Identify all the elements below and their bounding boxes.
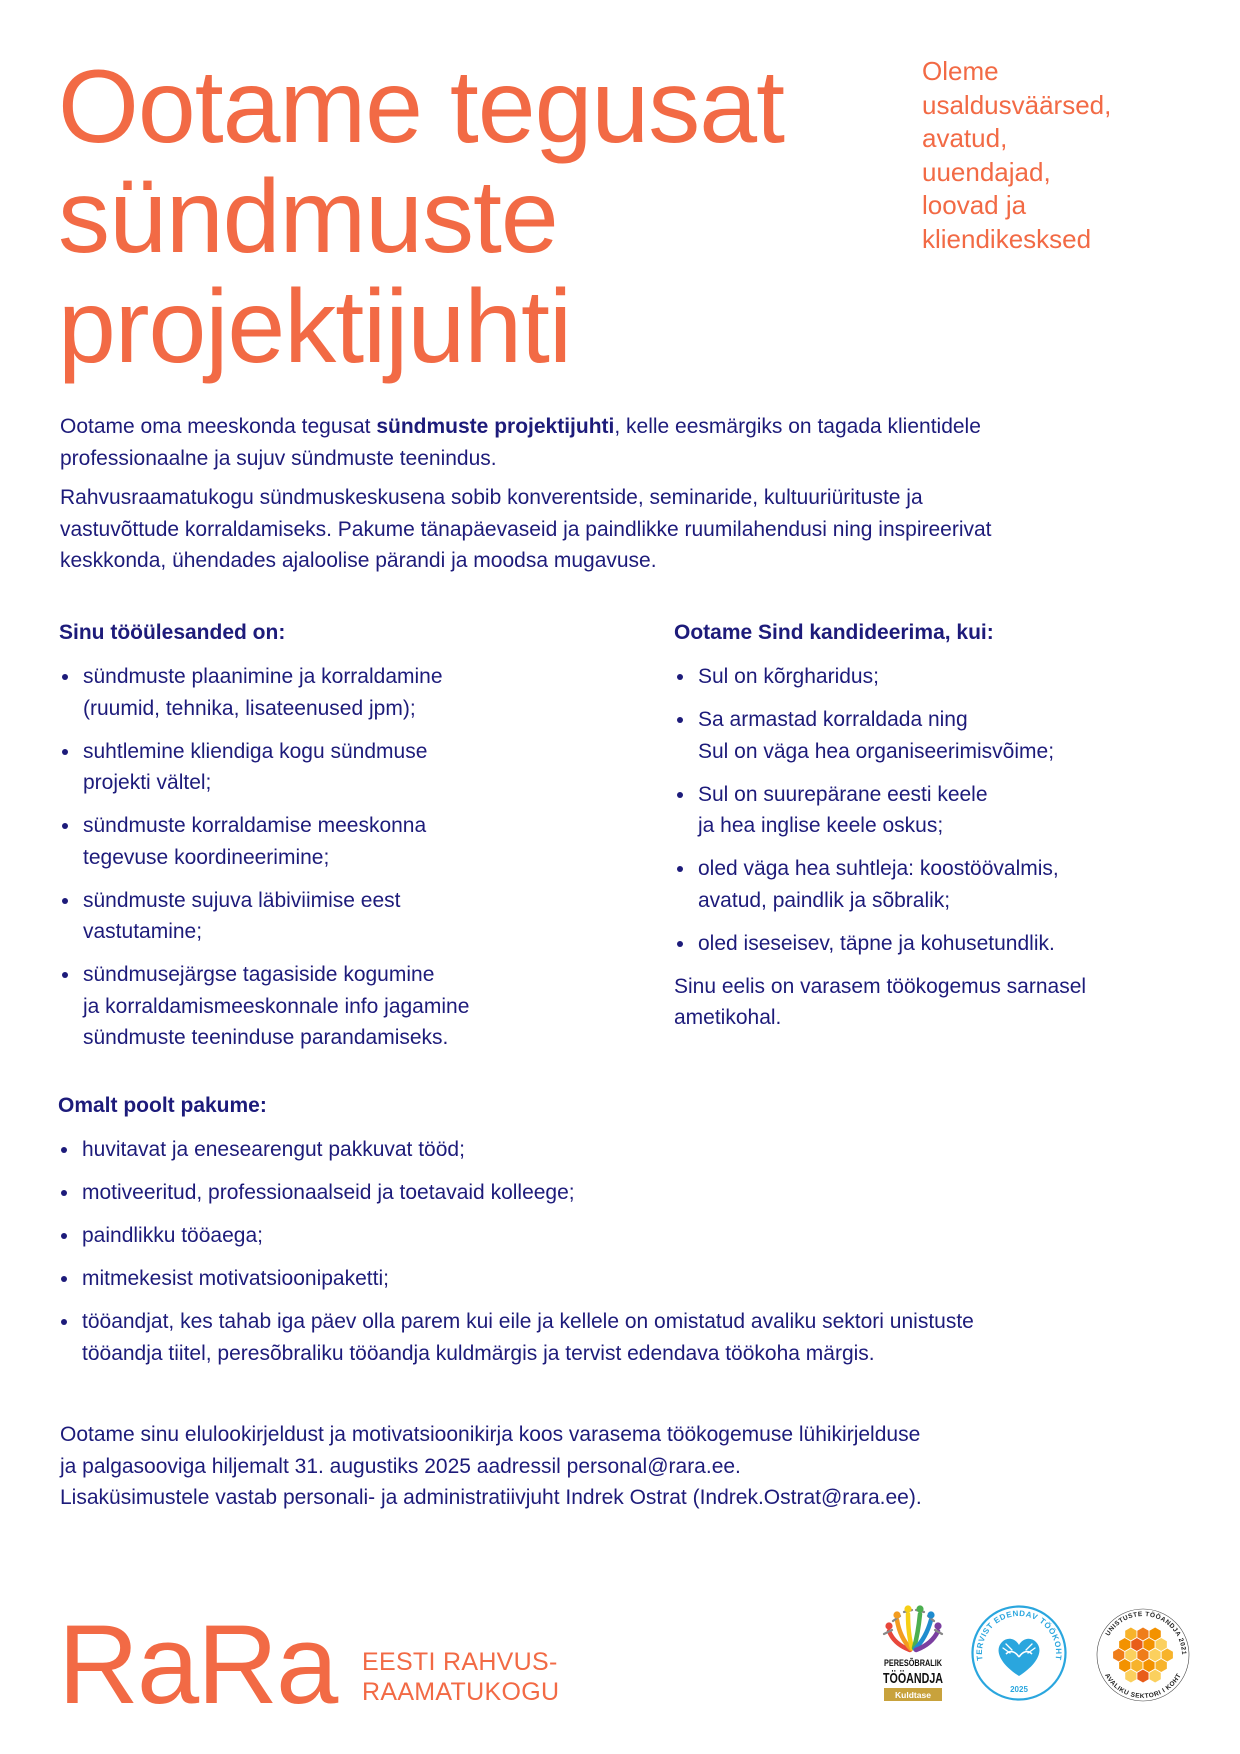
offer-section [58,1090,974,1381]
title-line: projektijuhti [58,269,572,385]
list-item-line: sündmuste sujuva läbiviimise eest [83,888,401,912]
badge-year: 2025 [1010,1685,1028,1694]
tagline-line: avatud, [922,123,1008,153]
badge-text: TÖÖANDJA [883,1670,944,1687]
bullet-icon [61,1233,67,1239]
list-item [674,928,1086,960]
list-item-line: vastutamine; [83,920,203,943]
list-item [58,1220,974,1252]
closing-line: Lisaküsimustele vastab personali- ja administratiivjuht Indrek Ostrat (Indrek.Ostrat@rara.ee). [60,1486,922,1509]
intro-line: keskkonda, ühendades ajaloolise pärandi ja moodsa mugavuse. [60,549,657,572]
list-item [58,1306,974,1369]
list-item-line: motiveeritud, professionaalseid ja toetavaid kolleege; [82,1181,575,1204]
bullet-icon [677,941,683,947]
organization-name [362,1647,559,1707]
tagline-line: loovad ja [922,190,1027,220]
list-item [674,779,1086,842]
list-item [58,1263,974,1295]
offer-heading: Omalt poolt pakume: [58,1094,267,1117]
list-item-line: Sa armastad korraldada ning [698,708,968,731]
list-item-line: sündmusejärgse tagasiside kogumine [83,963,435,986]
intro-text: Ootame oma meeskonda tegusat [60,415,377,438]
list-item-line: Sul on suurepärane eesti keele [698,782,988,806]
closing-paragraph [60,1419,922,1514]
bullet-icon [677,717,683,723]
list-item-line: oled iseseisev, täpne ja kohusetundlik. [698,931,1055,955]
intro-text: , kelle eesmärgiks on tagada klientidele [614,415,981,438]
bullet-icon [62,972,68,978]
list-item-line: mitmekesist motivatsioonipaketti; [82,1267,389,1290]
intro-line: vastuvõttude korraldamiseks. Pakume tänapäevaseid ja paindlikke ruumilahendusi ning inspireerivat [60,517,992,541]
note-line: ametikohal. [674,1006,782,1029]
badge-arc-label: TERVIST EDENDAV TÖÖKOHT [974,1608,1064,1662]
requirements-list [674,661,1086,959]
list-item-line: Sul on väga hea organiseerimisvõime; [698,739,1055,763]
title-line: Ootame tegusat [58,49,784,165]
list-item-line: ja hea inglise keele oskus; [698,814,944,837]
bullet-icon [62,898,68,904]
list-item-line: huvitavat ja enesearengut pakkuvat tööd; [82,1138,465,1161]
bullet-icon [61,1190,67,1196]
list-item [674,661,1086,693]
closing-line: Ootame sinu elulookirjeldust ja motivatsioonikirja koos varasema töökogemuse lühikirjelduse [60,1423,921,1446]
bullet-icon [677,866,683,872]
badge-arc-label: AVALIKU SEKTORI I KOHT [1103,1672,1183,1701]
requirements-section [674,617,1086,1034]
family-friendly-employer-badge [880,1604,946,1704]
list-item-line: (ruumid, tehnika, lisateenused jpm); [83,696,416,720]
list-item-line: tööandja tiitel, peresõbraliku tööandja kuldmärgis ja tervist edendava töökoha märgis. [82,1341,875,1365]
tasks-section [59,617,469,1065]
title-line: sündmuste [58,159,558,275]
org-name-line: EESTI RAHVUS- [362,1648,558,1676]
bullet-icon [62,749,68,755]
bullet-icon [61,1319,67,1325]
list-item-line: oled väga hea suhtleja: koostöövalmis, [698,857,1059,880]
bullet-icon [61,1276,67,1282]
tagline-line: Oleme [922,56,999,86]
list-item-line: sündmuste teeninduse parandamiseks. [83,1026,449,1049]
values-tagline [922,55,1111,256]
intro-line: professionaalne ja sujuv sündmuste teenindus. [60,446,497,470]
intro-line [60,411,992,443]
list-item-line: sündmuste plaanimine ja korraldamine [83,665,443,688]
tasks-list [59,661,469,1054]
list-item [59,959,469,1054]
rara-logo: RaRa [58,1602,337,1727]
intro [60,411,992,577]
dream-employer-badge [1095,1607,1191,1703]
bullet-icon [677,792,683,798]
page-title [58,49,784,385]
list-item [58,1177,974,1209]
bullet-icon [62,674,68,680]
offer-list [58,1134,974,1369]
list-item-line: suhtlemine kliendiga kogu sündmuse [83,739,428,763]
requirements-note [674,971,1086,1034]
list-item [59,736,469,799]
hexagon-cell [1161,1648,1173,1662]
requirements-heading: Ootame Sind kandideerima, kui: [674,621,994,644]
list-item [59,810,469,873]
tagline-line: usaldusväärsed, [922,89,1112,120]
position-name: sündmuste projektijuhti [376,415,615,438]
list-item [674,704,1086,767]
tagline-line: kliendikesksed [922,223,1092,254]
tagline-line: uuendajad, [922,156,1051,187]
list-item [59,885,469,948]
health-workplace-badge [970,1604,1068,1702]
list-item-line: Sul on kõrgharidus; [698,665,879,688]
list-item-line: tööandjat, kes tahab iga päev olla parem kui eile ja kellele on omistatud avaliku sektori unistuste [82,1310,974,1333]
family-figures-icon [884,1605,942,1650]
org-name-line: RAAMATUKOGU [362,1678,560,1706]
tasks-heading: Sinu tööülesanded on: [59,621,286,644]
badge-arc-label: UNISTUSTE TÖÖANDJA 2021 [1104,1610,1188,1656]
list-item [58,1134,974,1166]
closing-line: ja palgasooviga hiljemalt 31. augustiks 2025 aadressil personal@rara.ee. [60,1454,741,1478]
list-item-line: ja korraldamismeeskonnale info jagamine [83,994,470,1018]
list-item-line: sündmuste korraldamise meeskonna [83,814,427,837]
badge-level: Kuldtase [895,1689,931,1700]
badge-text: PERESÕBRALIK [884,1658,943,1669]
list-item [59,661,469,724]
note-line: Sinu eelis on varasem töökogemus sarnasel [674,974,1087,998]
list-item-line: paindlikku tööaega; [82,1224,263,1247]
bullet-icon [62,823,68,829]
list-item-line: tegevuse koordineerimine; [83,845,330,869]
intro-line: Rahvusraamatukogu sündmuskeskusena sobib konverentside, seminaride, kultuuriürituste ja [60,486,923,509]
bullet-icon [61,1147,67,1153]
intro-paragraph [60,411,992,474]
list-item-line: avatud, paindlik ja sõbralik; [698,888,951,912]
list-item-line: projekti vältel; [83,771,212,794]
intro-paragraph [60,482,992,577]
list-item [674,853,1086,916]
bullet-icon [677,674,683,680]
